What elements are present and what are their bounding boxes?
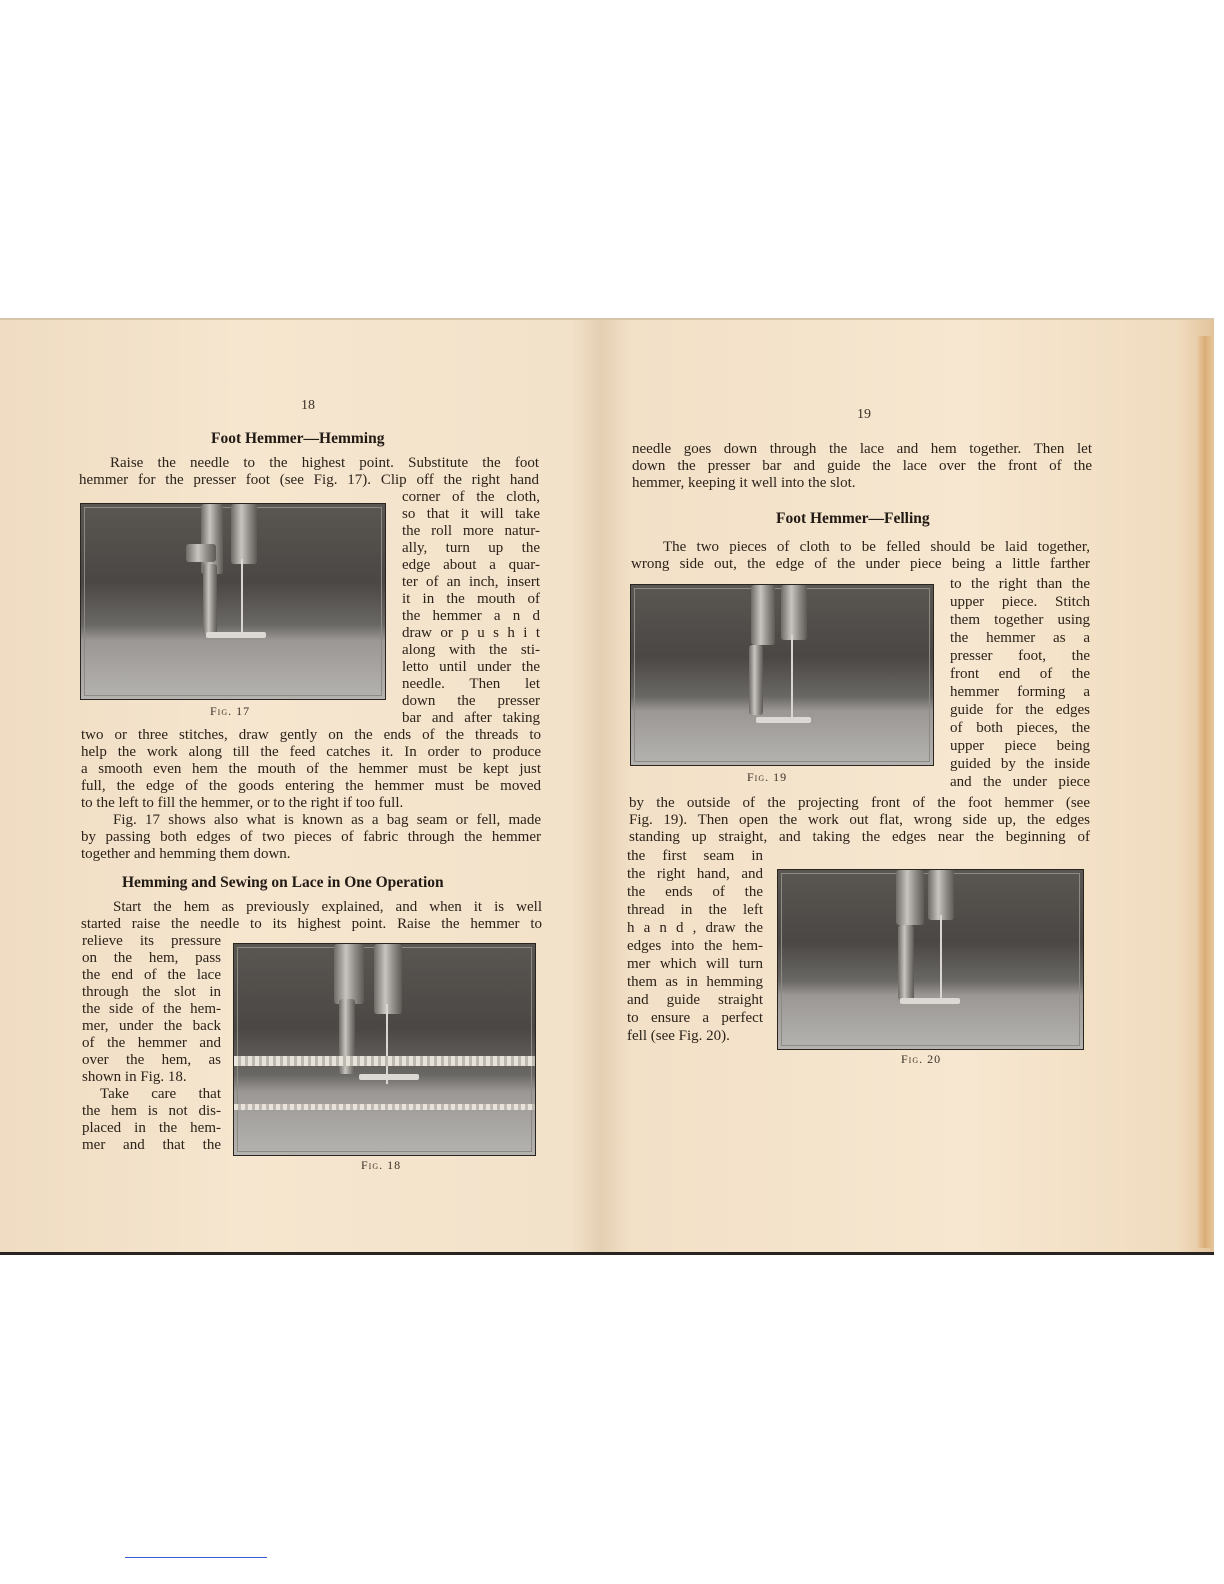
text-line: Start the hem as previously explained, and when it is well <box>113 899 542 915</box>
text-line: edges into the hem- <box>627 938 763 954</box>
underline-rule <box>125 1557 267 1558</box>
text-line: front end of the <box>950 666 1090 682</box>
text-line: them as in hemming <box>627 974 763 990</box>
text-line: on the hem, pass <box>82 950 221 966</box>
text-line: the hemmer a n d <box>402 608 540 624</box>
heading-foot-hemmer-felling: Foot Hemmer—Felling <box>776 510 930 527</box>
figure-20-caption: Fig. 20 <box>901 1052 942 1066</box>
text-line: h a n d , draw the <box>627 920 763 936</box>
text-line: hemmer, keeping it well into the slot. <box>632 475 856 491</box>
text-line: wrong side out, the edge of the under piece being a little farther <box>631 556 1090 572</box>
text-line: ally, turn up the <box>402 540 540 556</box>
text-line: The two pieces of cloth to be felled should be laid together, <box>663 539 1090 555</box>
figure-20-image <box>777 869 1084 1050</box>
text-line: over the hem, as <box>82 1052 221 1068</box>
text-line: and the under piece <box>950 774 1090 790</box>
text-line: the hemmer as a <box>950 630 1090 646</box>
text-line: and guide straight <box>627 992 763 1008</box>
heading-hemming-sewing-lace: Hemming and Sewing on Lace in One Operation <box>122 874 444 891</box>
text-line: started raise the needle to its highest point. Raise the hemmer to <box>81 916 542 932</box>
text-line: it in the mouth of <box>402 591 540 607</box>
text-line: a smooth even hem the mouth of the hemmer must be kept just <box>81 761 541 777</box>
text-line: letto until under the <box>402 659 540 675</box>
figure-19-caption: Fig. 19 <box>747 770 788 784</box>
text-line: two or three stitches, draw gently on the ends of the threads to <box>81 727 541 743</box>
text-line: the first seam in <box>627 848 763 864</box>
text-line: Fig. 17 shows also what is known as a bag seam or fell, made <box>113 812 541 828</box>
figure-18-caption: Fig. 18 <box>361 1158 402 1172</box>
text-line: needle. Then let <box>402 676 540 692</box>
text-line: Raise the needle to the highest point. Substitute the foot <box>110 455 539 471</box>
text-line: to the left to fill the hemmer, or to the right if too full. <box>81 795 404 811</box>
text-line: upper piece being <box>950 738 1090 754</box>
text-line: corner of the cloth, <box>402 489 540 505</box>
text-line: guided by the inside <box>950 756 1090 772</box>
text-line: shown in Fig. 18. <box>82 1069 187 1085</box>
text-line: the hem is not dis- <box>82 1103 221 1119</box>
text-line: by the outside of the projecting front of the foot hemmer (see <box>629 795 1090 811</box>
text-line: edge about a quar- <box>402 557 540 573</box>
text-line: mer and that the <box>82 1137 221 1153</box>
figure-17-caption: Fig. 17 <box>210 704 251 718</box>
page-stack-edge <box>1198 336 1212 1248</box>
text-line: hemmer forming a <box>950 684 1090 700</box>
page-number-left: 18 <box>301 398 315 413</box>
text-line: standing up straight, and taking the edges near the beginning of <box>629 829 1090 845</box>
figure-19-image <box>630 584 934 766</box>
text-line: help the work along till the feed catches it. In order to produce <box>81 744 541 760</box>
text-line: of the hemmer and <box>82 1035 221 1051</box>
text-line: ter of an inch, insert <box>402 574 540 590</box>
text-line: relieve its pressure <box>82 933 221 949</box>
text-line: draw or p u s h i t <box>402 625 540 641</box>
text-line: Take care that <box>100 1086 221 1102</box>
page-number-right: 19 <box>857 407 871 422</box>
text-line: presser foot, the <box>950 648 1090 664</box>
text-line: fell (see Fig. 20). <box>627 1028 730 1044</box>
text-line: down the presser <box>402 693 540 709</box>
text-line: upper piece. Stitch <box>950 594 1090 610</box>
text-line: the roll more natur- <box>402 523 540 539</box>
text-line: together and hemming them down. <box>81 846 291 862</box>
text-line: them together using <box>950 612 1090 628</box>
text-line: guide for the edges <box>950 702 1090 718</box>
text-line: mer, under the back <box>82 1018 221 1034</box>
text-line: of both pieces, the <box>950 720 1090 736</box>
text-line: to ensure a perfect <box>627 1010 763 1026</box>
figure-17-image <box>80 503 386 700</box>
text-line: to the right than the <box>950 576 1090 592</box>
text-line: down the presser bar and guide the lace over the front of the <box>632 458 1092 474</box>
text-line: placed in the hem- <box>82 1120 221 1136</box>
text-line: through the slot in <box>82 984 221 1000</box>
text-line: the end of the lace <box>82 967 221 983</box>
heading-foot-hemmer-hemming: Foot Hemmer—Hemming <box>211 430 385 447</box>
text-line: full, the edge of the goods entering the hemmer must be moved <box>81 778 541 794</box>
text-line: Fig. 19). Then open the work out flat, wrong side up, the edges <box>629 812 1090 828</box>
text-line: the ends of the <box>627 884 763 900</box>
text-line: along with the sti- <box>402 642 540 658</box>
text-line: hemmer for the presser foot (see Fig. 17). Clip off the right hand <box>79 472 539 488</box>
text-line: the right hand, and <box>627 866 763 882</box>
text-line: needle goes down through the lace and hem together. Then let <box>632 441 1092 457</box>
text-line: bar and after taking <box>402 710 540 726</box>
text-line: by passing both edges of two pieces of fabric through the hemmer <box>81 829 541 845</box>
figure-18-image <box>233 943 536 1156</box>
text-line: so that it will take <box>402 506 540 522</box>
text-line: the side of the hem- <box>82 1001 221 1017</box>
text-line: mer which will turn <box>627 956 763 972</box>
text-line: thread in the left <box>627 902 763 918</box>
